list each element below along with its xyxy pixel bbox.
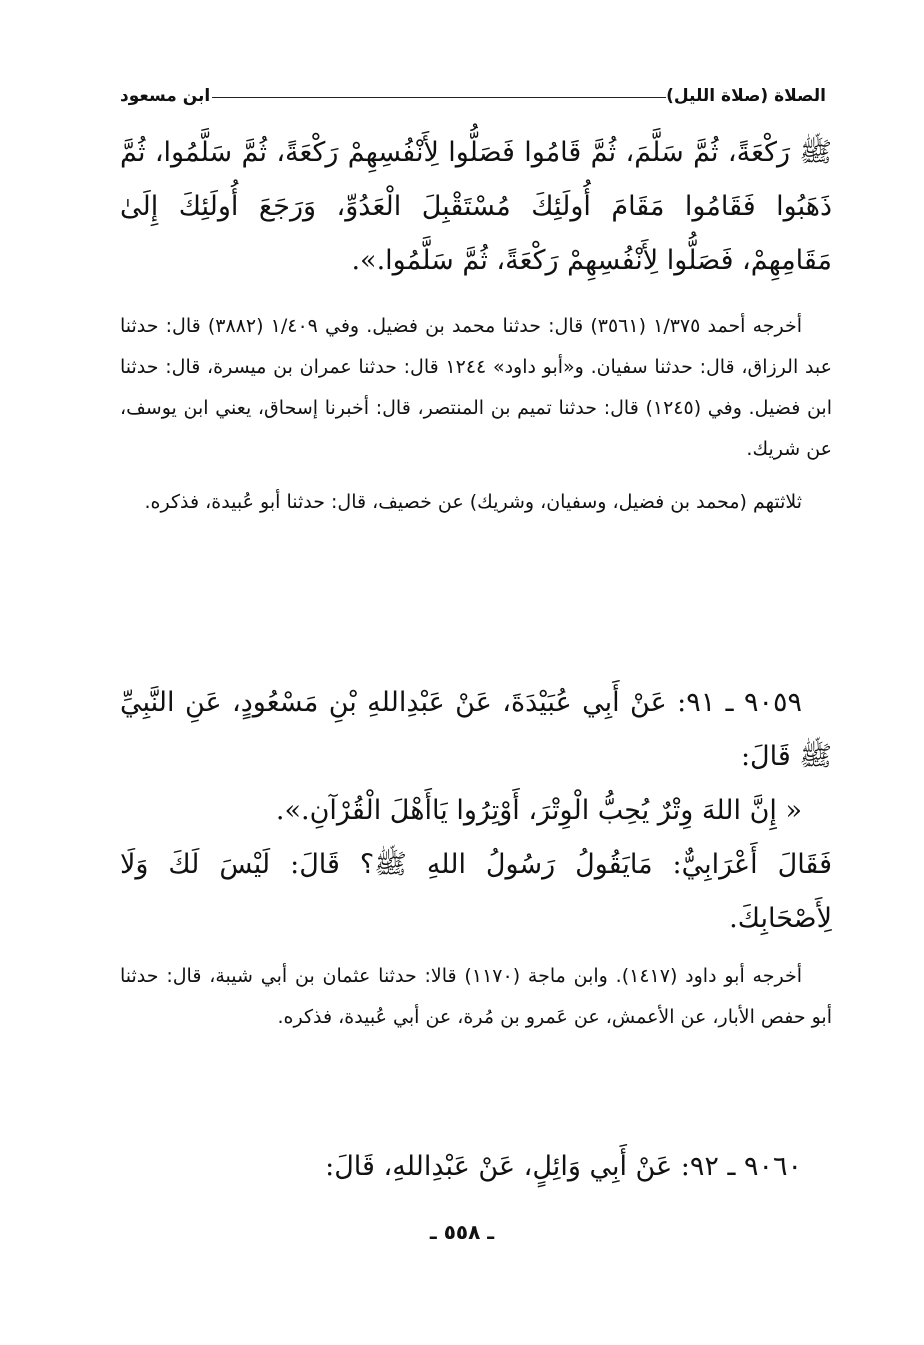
hadith-9060 — [120, 1140, 832, 1194]
hadith-9060-heading: ٩٠٦٠ ـ ٩٢: عَنْ أَبِي وَائِلٍ، عَنْ عَبْدِاللهِ، قَالَ: — [325, 1151, 802, 1182]
hadith-9059-heading: ٩٠٥٩ ـ ٩١: عَنْ أَبِي عُبَيْدَةَ، عَنْ عَبْدِاللهِ بْنِ مَسْعُودٍ، عَنِ النَّبِيِّ ﷺ قَالَ: — [120, 687, 832, 772]
hadith-9059-question: فَقَالَ أَعْرَابِيٌّ: مَايَقُولُ رَسُولُ اللهِ ﷺ؟ قَالَ: لَيْسَ لَكَ وَلَا لِأَصْحَابِكَ. — [120, 849, 832, 934]
header-rule — [212, 97, 666, 98]
takhrij-note-1-p1: أخرجه أحمد ١/٣٧٥ (٣٥٦١) قال: حدثنا محمد بن فضيل. وفي ١/٤٠٩ (٣٨٨٢) قال: حدثنا عبد الرزاق، قال: حدثنا سفيان. و«أبو داود» ١٢٤٤ قال: حدثنا عمران بن ميسرة، قال: حدثنا ابن فضيل. وفي (١٢٤٥) قال: حدثنا تميم بن المنتصر، قال: أخبرنا إسحاق، يعني ابن يوسف، عن شريك. — [120, 315, 832, 460]
hadith-9059 — [120, 676, 832, 946]
takhrij-note-1 — [120, 306, 832, 523]
chapter-title: الصلاة (صلاة الليل) — [666, 86, 826, 106]
hadith-9059-quote: « إِنَّ اللهَ وِتْرٌ يُحِبُّ الْوِتْرَ، أَوْتِرُوا يَاأَهْلَ الْقُرْآنِ.». — [275, 795, 802, 826]
running-header — [120, 86, 826, 112]
takhrij-note-2-text: أخرجه أبو داود (١٤١٧). وابن ماجة (١١٧٠) قالا: حدثنا عثمان بن أبي شيبة، قال: حدثنا أبو حفص الأبار، عن الأعمش، عن عَمرو بن مُرة، عن أبي عُبيدة، فذكره. — [120, 965, 832, 1028]
hadith-continuation-text: ﷺ رَكْعَةً، ثُمَّ سَلَّمَ، ثُمَّ قَامُوا فَصَلُّوا لِأَنْفُسِهِمْ رَكْعَةً، ثُمَّ سَلَّمُوا، ثُمَّ ذَهَبُوا فَقَامُوا مَقَامَ أُولَئِكَ مُسْتَقْبِلَ الْعَدُوِّ، وَرَجَعَ أُولَئِكَ إِلَىٰ مَقَامِهِمْ، فَصَلُّوا لِأَنْفُسِهِمْ رَكْعَةً، ثُمَّ سَلَّمُوا.». — [120, 137, 832, 276]
hadith-continuation — [120, 126, 832, 288]
takhrij-note-1-p2: ثلاثتهم (محمد بن فضيل، وسفيان، وشريك) عن خصيف، قال: حدثنا أبو عُبيدة، فذكره. — [144, 491, 802, 513]
narrator-name: ابن مسعود — [120, 86, 211, 106]
page-number: ـ ٥٥٨ ـ — [429, 1220, 495, 1244]
takhrij-note-2 — [120, 956, 832, 1038]
